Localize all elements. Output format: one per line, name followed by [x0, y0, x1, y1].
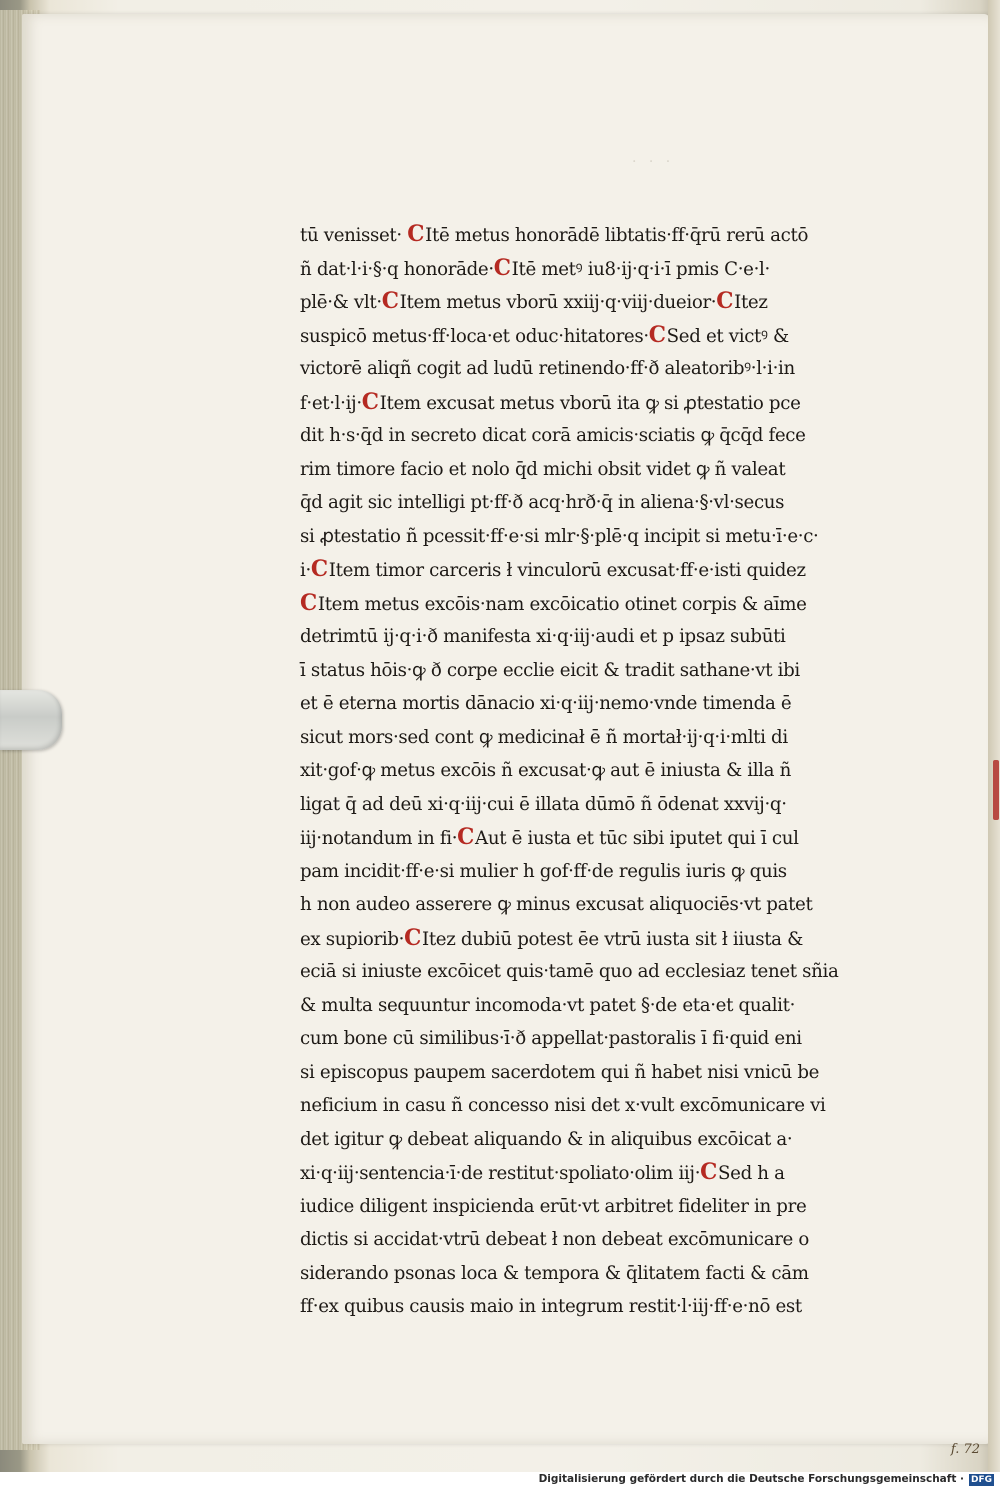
text-line	[300, 1223, 900, 1257]
text-segment: Itē metus honorādē libtatis·ff·q̄rū rerū actō	[425, 225, 809, 246]
text-segment: dit h·s·q̄d in secreto dicat corā amicis·sciatis ꝙ q̄cq̄d fece	[300, 425, 806, 446]
footer-credit: Digitalisierung gefördert durch die Deutsche Forschungsgemeinschaft ·	[538, 1473, 964, 1485]
text-segment: Item timor carceris ł vinculorū excusat·ff·e·isti quidez	[328, 560, 806, 581]
text-line	[300, 620, 900, 654]
rubric-initial: C	[310, 556, 328, 582]
text-segment: ex supiorib·	[300, 928, 405, 950]
text-segment: Itez dubiū potest ēe vtrū iusta sit ł iiusta &	[421, 928, 803, 950]
text-segment: f·et·l·ij·	[300, 392, 362, 414]
dfg-logo[interactable]: DFG	[970, 1475, 992, 1485]
text-segment: et ē eterna mortis dānacio xi·q·iij·nemo·vnde timenda ē	[300, 693, 792, 714]
facing-page-edge	[988, 0, 1000, 1472]
text-segment: neficium in casu ñ concesso nisi det x·vult excōmunicare vi	[300, 1095, 826, 1116]
text-segment: cum bone cū similibus·ī·ð appellat·pastoralis ī fi·quid eni	[300, 1028, 802, 1049]
text-segment: sicut mors·sed cont ꝙ medicinał ē ñ mortał·ij·q·i·mlti di	[300, 726, 788, 748]
text-line	[300, 888, 900, 922]
text-segment: i·	[300, 560, 311, 581]
text-line	[300, 687, 900, 721]
text-line	[300, 1156, 900, 1190]
text-line	[300, 922, 900, 956]
text-segment: xi·q·iij·sentencia·ī·de restitut·spoliato·olim iij·	[300, 1163, 701, 1184]
text-segment: xit·gof·ꝙ metus excōis ñ excusat·ꝙ aut ē iniusta & illa ñ	[300, 760, 791, 781]
text-segment: Sed et victꝰ &	[666, 325, 789, 347]
text-line	[300, 352, 900, 386]
text-segment: iudice diligent inspicienda erūt·vt arbitret fideliter in pre	[300, 1195, 807, 1217]
text-line	[300, 989, 900, 1023]
text-segment: ligat q̄ ad deū xi·q·iij·cui ē illata dūmō ñ ōdenat xxvij·q·	[300, 793, 787, 815]
rubric-initial: C	[648, 321, 666, 348]
text-segment: ī status hōis·ꝙ ð corpe ecclie eicit & tradit sathane·vt ibi	[300, 659, 800, 681]
text-line	[300, 486, 900, 520]
text-segment: h non audeo asserere ꝙ minus excusat aliquociēs·vt patet	[300, 894, 813, 915]
text-line	[300, 1022, 900, 1056]
text-segment: iij·notandum in fi·	[300, 828, 458, 849]
text-line	[300, 754, 900, 788]
text-segment: Item metus vborū xxiij·q·viij·dueior·	[399, 292, 717, 313]
text-line	[300, 1056, 900, 1090]
text-line	[300, 1290, 900, 1324]
rubric-initial: C	[407, 221, 425, 247]
text-segment: & multa sequuntur incomoda·vt patet §·de eta·et qualit·	[300, 994, 796, 1016]
text-line	[300, 520, 900, 554]
red-rubric-bleed	[993, 760, 999, 820]
text-segment: Aut ē iusta et tūc sibi iputet qui ī cul	[475, 828, 799, 849]
text-line	[300, 1190, 900, 1224]
folio-mark: f. 72	[950, 1442, 980, 1457]
rubric-initial: C	[381, 288, 399, 314]
text-segment: siderando psonas loca & tempora & q̄litatem facti & cām	[300, 1262, 809, 1284]
page-clip	[0, 690, 62, 750]
text-segment: dictis si accidat·vtrū debeat ł non debeat excōmunicare o	[300, 1229, 810, 1250]
text-segment: pam incidit·ff·e·si mulier h gof·ff·de regulis iuris ꝙ quis	[300, 860, 787, 882]
text-segment: eciā si iniuste excōicet quis·tamē quo ad ecclesiaz tenet sñia	[300, 961, 839, 982]
text-line	[300, 285, 900, 319]
text-line	[300, 419, 900, 453]
text-segment: ñ dat·l·i·§·q honorāde·	[300, 258, 494, 280]
text-line	[300, 587, 900, 621]
text-line	[300, 721, 900, 755]
text-line	[300, 453, 900, 487]
rubric-initial: C	[700, 1159, 718, 1185]
footer-bar	[0, 1472, 1000, 1489]
text-segment: plē·& vlt·	[300, 292, 382, 313]
running-mark: · · ·	[632, 154, 675, 170]
text-line	[300, 955, 900, 989]
rubric-initial: C	[300, 589, 317, 616]
text-segment: si ꝓtestatio ñ pcessit·ff·e·si mlr·§·plē·q incipit si metu·ī·e·c·	[300, 525, 819, 547]
rubric-initial: C	[404, 924, 422, 951]
text-segment: Itez	[734, 292, 768, 313]
rubric-initial: C	[457, 824, 475, 850]
text-segment: Item metus excōis·nam excōicatio otinet corpis & aīme	[317, 593, 807, 615]
text-line	[300, 654, 900, 688]
text-line	[300, 1089, 900, 1123]
text-line	[300, 855, 900, 889]
text-line	[300, 788, 900, 822]
text-segment: tū venisset·	[300, 225, 408, 246]
text-block	[300, 218, 910, 1324]
text-line	[300, 386, 900, 420]
text-segment: si episcopus paupem sacerdotem qui ñ habet nisi vnicū be	[300, 1061, 820, 1083]
text-segment: rim timore facio et nolo q̄d michi obsit videt ꝙ ñ valeat	[300, 458, 786, 480]
text-segment: victorē aliqñ cogit ad ludū retinendo·ff·ð aleatoribꝰ·l·i·in	[300, 358, 795, 379]
text-line	[300, 821, 900, 855]
text-segment: ff·ex quibus causis maio in integrum restit·l·iij·ff·e·nō est	[300, 1296, 802, 1317]
text-segment: det igitur ꝙ debeat aliquando & in aliquibus excōicat a·	[300, 1128, 793, 1150]
text-line	[300, 1123, 900, 1157]
text-line	[300, 553, 900, 587]
text-segment: q̄d agit sic intelligi pt·ff·ð acq·hrð·q̄ in aliena·§·vl·secus	[300, 492, 785, 513]
text-line	[300, 319, 900, 353]
text-segment: Item excusat metus vborū ita ꝙ si ꝓtestatio pce	[379, 392, 801, 414]
text-line	[300, 252, 900, 286]
text-line	[300, 218, 900, 252]
rubric-initial: C	[493, 254, 511, 281]
rubric-initial: C	[716, 288, 734, 314]
rubric-initial: C	[361, 388, 379, 415]
text-segment: detrimtū ij·q·i·ð manifesta xi·q·iij·audi et p ipsaz subūti	[300, 626, 786, 647]
text-segment: Sed h a	[718, 1163, 785, 1184]
text-segment: Itē metꝰ iu8·ij·q·i·ī pmis C·e·l·	[511, 258, 770, 280]
text-segment: suspicō metus·ff·loca·et oduc·hitatores·	[300, 325, 649, 347]
text-line	[300, 1257, 900, 1291]
